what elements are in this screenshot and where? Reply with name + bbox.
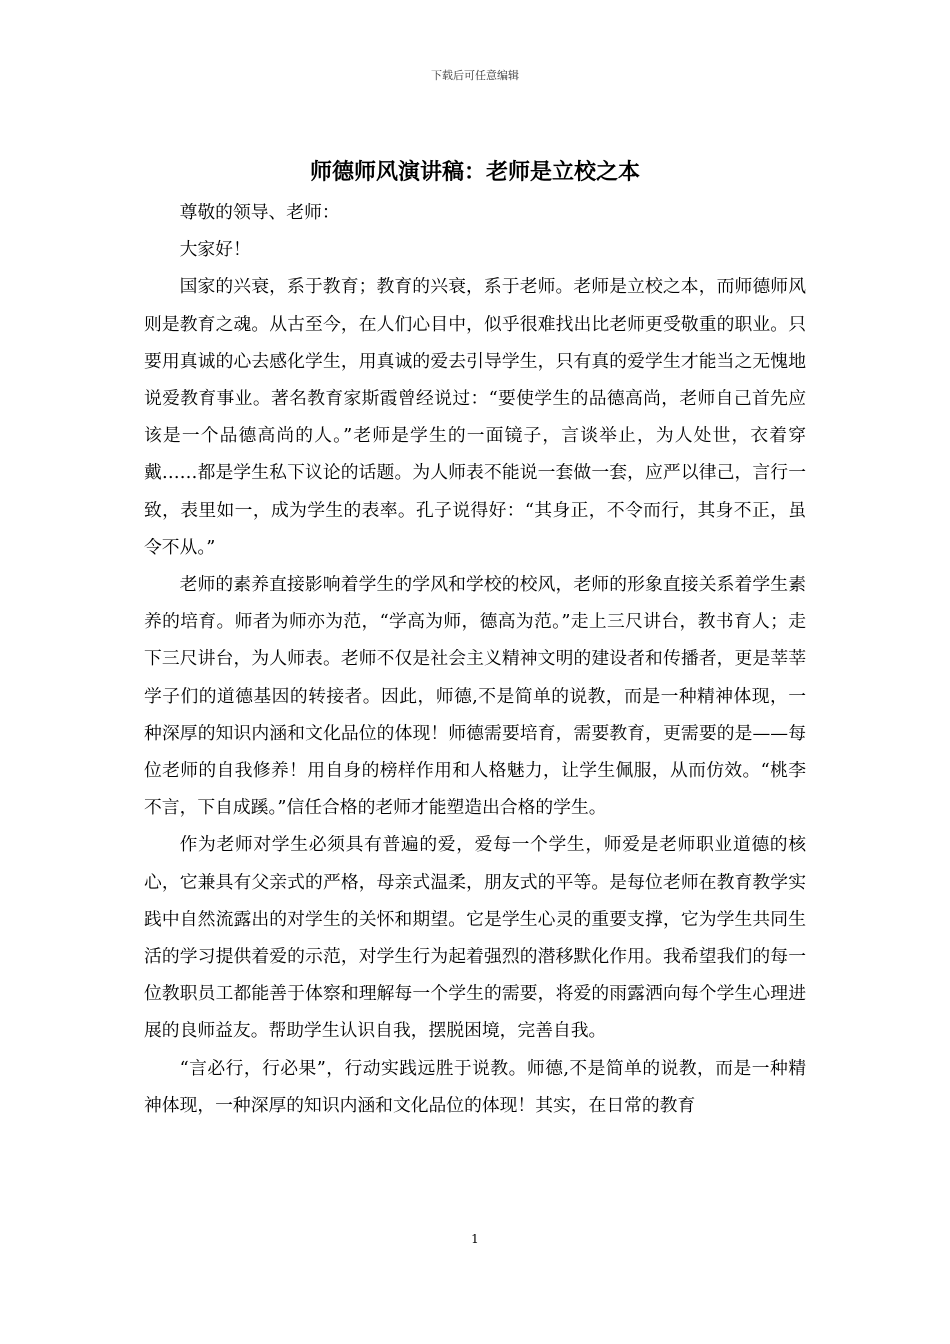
paragraph: “言必行，行必果”，行动实践远胜于说教。师德,不是简单的说教，而是一种精神体现，一种深厚的知识内涵和文化品位的体现！其实，在日常的教育 — [144, 1057, 806, 1116]
page-number: 1 — [471, 1232, 479, 1246]
greeting: 大家好！ — [179, 239, 251, 261]
page-header: 下载后可任意编辑 — [431, 69, 519, 82]
paragraph: 国家的兴衰，系于教育；教育的兴衰，系于老师。老师是立校之本，而师德师风则是教育之魂。从古至今，在人们心目中，似乎很难找出比老师更受敬重的职业。只要用真诚的心去感化学生，用真诚的爱去引导学生，只有真的爱学生才能当之无愧地说爱教育事业。著名教育家斯霞曾经说过：“要使学生的品德高尚，老师自己首先应该是一个品德高尚的人。”老师是学生的一面镜子，言谈举止，为人处世，衣着穿戴……都是学生私下议论的话题。为人师表不能说一套做一套，应严以律己，言行一致，表里如一，成为学生的表率。孔子说得好：“其身正，不令而行，其身不正，虽令不从。” — [144, 276, 806, 558]
paragraph: 老师的素养直接影响着学生的学风和学校的校风，老师的形象直接关系着学生素养的培育。师者为师亦为范，“学高为师，德高为范。”走上三尺讲台，教书育人；走下三尺讲台，为人师表。老师不仅是社会主义精神文明的建设者和传播者，更是莘莘学子们的道德基因的转接者。因此，师德,不是简单的说教，而是一种精神体现，一种深厚的知识内涵和文化品位的体现！师德需要培育，需要教育，更需要的是——每位老师的自我修养！用自身的榜样作用和人格魅力，让学生佩服，从而仿效。“桃李不言，下自成蹊。”信任合格的老师才能塑造出合格的学生。 — [144, 574, 806, 819]
document-title: 师德师风演讲稿：老师是立校之本 — [309, 160, 640, 185]
paragraph: 作为老师对学生必须具有普遍的爱，爱每一个学生，师爱是老师职业道德的核心，它兼具有父亲式的严格，母亲式温柔，朋友式的平等。是每位老师在教育教学实践中自然流露出的对学生的关怀和期望。它是学生心灵的重要支撑，它为学生共同生活的学习提供着爱的示范，对学生行为起着强烈的潜移默化作用。我希望我们的每一位教职员工都能善于体察和理解每一个学生的需要，将爱的雨露洒向每个学生心理进展的良师益友。帮助学生认识自我，摆脱困境，完善自我。 — [144, 834, 806, 1042]
document-body — [144, 194, 806, 1124]
salutation: 尊敬的领导、老师： — [179, 202, 340, 223]
